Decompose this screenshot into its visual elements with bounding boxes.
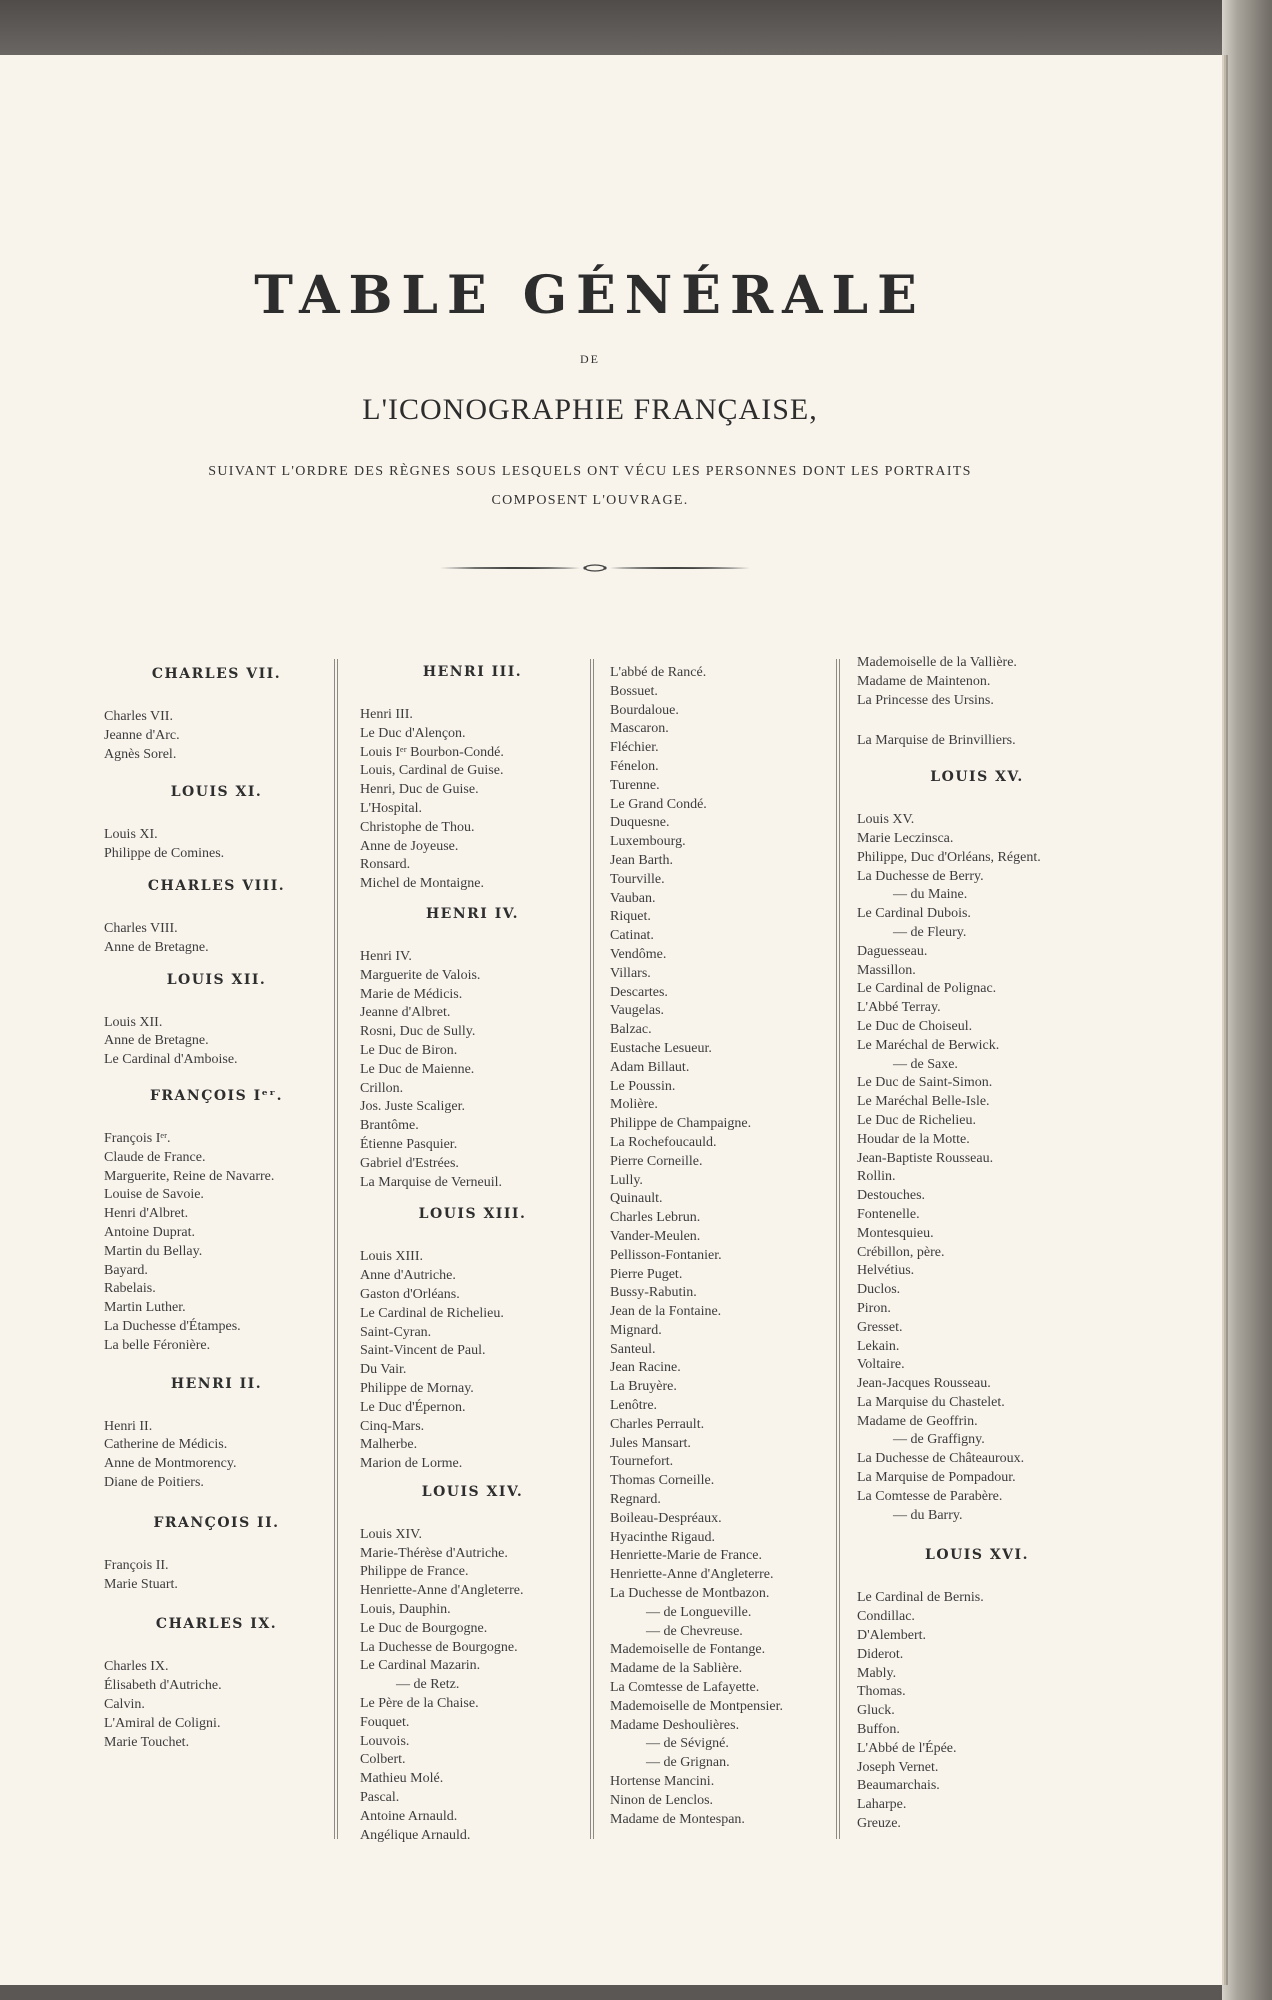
reign-heading: LOUIS XIII. [418,1206,527,1223]
reign-heading: CHARLES VII. [151,666,282,682]
portrait-entry: Voltaire. [857,1357,905,1373]
portrait-entry: Destouches. [857,1188,926,1204]
portrait-entry: Le Maréchal Belle-Isle. [857,1094,990,1110]
reign-section [360,664,585,894]
portrait-entry: Le Cardinal de Richelieu. [360,1305,504,1321]
column-rule-1 [334,659,338,1839]
reign-section [104,972,329,1070]
portrait-entry: La belle Féronière. [104,1337,211,1353]
portrait-entry: Philippe, Duc d'Orléans, Régent. [857,849,1041,865]
portrait-entry: Daguesseau. [857,943,928,959]
reign-section [104,666,329,764]
reign-heading: HENRI IV. [425,905,520,922]
portrait-entry: Étienne Pasquier. [360,1136,458,1152]
portrait-entry: Le Maréchal de Berwick. [857,1037,1000,1053]
portrait-entry: Jos. Juste Scaliger. [360,1099,465,1115]
portrait-entry: Duclos. [857,1282,901,1298]
reign-heading: HENRI III. [422,664,523,680]
portrait-entry: Lenôtre. [610,1398,658,1414]
reign-section [104,1515,329,1595]
portrait-entry: L'Amiral de Coligni. [104,1715,221,1731]
portrait-entry: Fléchier. [610,740,659,756]
portrait-entry: Louis Iᵉʳ Bourbon-Condé. [360,744,504,760]
portrait-entry: Henri IV. [360,948,412,964]
portrait-entry: Mascaron. [610,721,669,737]
portrait-entry: Mably. [857,1665,897,1681]
portrait-entry: Louis XI. [104,827,158,843]
portrait-entry: Madame de la Sablière. [610,1661,743,1677]
portrait-entry: Michel de Montaigne. [360,876,485,892]
portrait-entry: Vauban. [610,890,656,906]
portrait-entry: La Duchesse de Châteauroux. [857,1451,1025,1467]
portrait-entry: Philippe de Champaigne. [610,1116,752,1132]
portrait-entry: Pascal. [360,1790,400,1806]
page-title: TABLE GÉNÉRALE [254,265,926,326]
portrait-entry: Hortense Mancini. [610,1774,715,1790]
reign-heading: CHARLES VIII. [147,877,286,894]
portrait-entry: Jean-Jacques Rousseau. [857,1376,991,1392]
portrait-entry: Anne de Joyeuse. [360,838,459,854]
reign-section [360,1484,585,1846]
portrait-entry: Marie de Médicis. [360,986,463,1002]
portrait-entry: Charles VIII. [104,920,178,936]
portrait-entry: Jean-Baptiste Rousseau. [857,1150,994,1166]
portrait-entry: Regnard. [610,1492,661,1508]
portrait-entry: — de Saxe. [893,1056,958,1072]
reign-section [857,654,1097,710]
portrait-entry: Henri II. [104,1418,153,1434]
background-top [0,0,1272,55]
portrait-entry: Martin Luther. [104,1300,186,1316]
portrait-entry: Ninon de Lenclos. [610,1792,714,1808]
portrait-entry: Le Duc de Biron. [360,1042,458,1058]
portrait-entry: Tourville. [610,871,665,887]
portrait-entry: La Bruyère. [610,1379,677,1395]
portrait-entry: Piron. [857,1300,891,1316]
portrait-entry: François II. [104,1557,169,1573]
portrait-entry: Crillon. [360,1080,404,1096]
portrait-entry: Antoine Duprat. [104,1224,195,1240]
portrait-entry: Marguerite de Valois. [360,967,481,983]
portrait-entry: Duquesne. [610,815,670,831]
portrait-entry: Charles Perrault. [610,1416,705,1432]
portrait-entry: Diane de Poitiers. [104,1474,204,1490]
portrait-entry: Catherine de Médicis. [104,1437,228,1453]
portrait-entry: Jeanne d'Albret. [360,1005,451,1021]
portrait-entry: Vaugelas. [610,1003,665,1019]
portrait-entry: Fontenelle. [857,1206,920,1222]
portrait-entry: Bossuet. [610,683,658,699]
portrait-entry: Le Duc de Choiseul. [857,1018,973,1034]
portrait-entry: Pierre Corneille. [610,1153,703,1169]
index-column-1 [104,650,329,1752]
portrait-entry: Henriette-Marie de France. [610,1548,762,1564]
portrait-entry: L'Abbé Terray. [857,1000,941,1016]
reign-section [360,1206,585,1474]
portrait-entry: Marie Touchet. [104,1734,190,1750]
reign-heading: LOUIS XV. [930,769,1024,786]
reign-section [104,784,329,864]
portrait-entry: Philippe de Mornay. [360,1380,474,1396]
page-description [200,457,980,515]
reign-heading: FRANÇOIS II. [153,1514,280,1531]
portrait-entry: Anne de Bretagne. [104,1033,209,1049]
portrait-entry: Bayard. [104,1262,148,1278]
portrait-entry: Madame de Montespan. [610,1811,745,1827]
portrait-entry: Le Cardinal Mazarin. [360,1658,481,1674]
portrait-entry: Antoine Arnauld. [360,1808,458,1824]
portrait-entry: Anne de Bretagne. [104,939,209,955]
portrait-entry: La Marquise de Pompadour. [857,1470,1016,1486]
portrait-entry: Louis, Dauphin. [360,1602,451,1618]
portrait-entry: Rosni, Duc de Sully. [360,1024,476,1040]
portrait-entry: La Princesse des Ursins. [857,692,994,708]
portrait-entry: Le Duc de Richelieu. [857,1112,976,1128]
portrait-entry: Louis XV. [857,812,915,828]
portrait-entry: La Duchesse de Bourgogne. [360,1639,518,1655]
portrait-entry: Bourdaloue. [610,702,679,718]
portrait-entry: Mademoiselle de Montpensier. [610,1698,784,1714]
portrait-entry: La Duchesse de Montbazon. [610,1586,770,1602]
title-connector: DE [580,352,600,366]
portrait-entry: Mademoiselle de la Vallière. [857,655,1017,670]
portrait-entry: Le Cardinal de Polignac. [857,981,997,997]
portrait-entry: Montesquieu. [857,1225,934,1241]
portrait-entry: D'Alembert. [857,1628,927,1644]
portrait-entry: Le Grand Condé. [610,796,707,812]
portrait-entry: Crébillon, père. [857,1244,945,1260]
portrait-entry: Rabelais. [104,1281,156,1297]
portrait-entry: — du Barry. [893,1507,963,1523]
portrait-entry: Houdar de la Motte. [857,1131,970,1147]
description-line-2: COMPOSENT L'OUVRAGE. [491,493,689,508]
portrait-entry: Pellisson-Fontanier. [610,1247,722,1263]
portrait-entry: Vander-Meulen. [610,1228,701,1244]
index-column-3 [610,650,835,1829]
portrait-entry: Saint-Vincent de Paul. [360,1343,486,1359]
portrait-entry: Descartes. [610,984,668,1000]
portrait-entry: Vendôme. [610,946,667,962]
portrait-entry: Charles IX. [104,1659,169,1675]
reign-section [104,878,329,958]
reign-section [857,732,1097,751]
portrait-entry: Claude de France. [104,1149,206,1165]
portrait-entry: Mignard. [610,1322,662,1338]
portrait-entry: Louis XII. [104,1014,163,1030]
portrait-entry: Calvin. [104,1696,145,1712]
portrait-entry: Laharpe. [857,1797,907,1813]
portrait-entry: Henriette-Anne d'Angleterre. [610,1567,774,1583]
portrait-entry: Philippe de France. [360,1564,469,1580]
portrait-entry: Du Vair. [360,1362,407,1378]
portrait-entry: Jean Racine. [610,1360,681,1376]
column-rule-3 [836,659,840,1839]
portrait-entry: Condillac. [857,1609,915,1625]
portrait-entry: Lekain. [857,1338,900,1354]
portrait-entry: Madame de Maintenon. [857,673,991,689]
portrait-entry: Philippe de Comines. [104,846,225,862]
portrait-entry: Charles VII. [104,709,173,724]
portrait-entry: La Duchesse d'Étampes. [104,1318,241,1334]
portrait-entry: Marie Stuart. [104,1576,178,1592]
portrait-entry: Saint-Cyran. [360,1324,432,1340]
index-column-4 [857,650,1097,1834]
portrait-entry: Jean de la Fontaine. [610,1304,722,1320]
portrait-entry: Molière. [610,1097,658,1113]
portrait-entry: Jules Mansart. [610,1435,691,1451]
portrait-entry: L'Abbé de l'Épée. [857,1740,957,1756]
reign-section [104,1616,329,1752]
ornament-divider [440,561,750,575]
portrait-entry: Quinault. [610,1191,663,1207]
portrait-entry: Bussy-Rabutin. [610,1285,697,1301]
portrait-entry: Marguerite, Reine de Navarre. [104,1168,275,1184]
portrait-entry: Martin du Bellay. [104,1243,203,1259]
portrait-entry: Fouquet. [360,1714,410,1730]
portrait-entry: Henriette-Anne d'Angleterre. [360,1583,524,1599]
portrait-entry: Mademoiselle de Fontange. [610,1642,766,1658]
portrait-entry: Joseph Vernet. [857,1759,939,1775]
reign-heading: LOUIS XIV. [421,1483,524,1500]
portrait-entry: — de Sévigné. [646,1736,729,1752]
portrait-entry: Beaumarchais. [857,1778,940,1794]
portrait-entry: Le Duc de Saint-Simon. [857,1075,993,1091]
portrait-entry: Villars. [610,965,651,981]
portrait-entry: Le Duc d'Alençon. [360,725,466,741]
reign-section [610,664,835,1829]
portrait-entry: Gaston d'Orléans. [360,1286,460,1302]
portrait-entry: Le Cardinal Dubois. [857,906,971,922]
portrait-entry: Madame de Geoffrin. [857,1413,978,1429]
portrait-entry: Rollin. [857,1169,896,1185]
description-line-1: SUIVANT L'ORDRE DES RÈGNES SOUS LESQUELS ONT VÉCU LES PERSONNES DONT LES PORTRAITS [208,464,972,479]
portrait-entry: La Comtesse de Parabère. [857,1488,1003,1504]
portrait-entry: Henri III. [360,707,413,722]
portrait-entry: Élisabeth d'Autriche. [104,1678,222,1694]
portrait-entry: Christophe de Thou. [360,819,475,835]
portrait-entry: Gabriel d'Estrées. [360,1155,459,1171]
portrait-entry: La Marquise de Brinvilliers. [857,733,1016,749]
column-rule-2 [590,659,594,1839]
portrait-entry: Anne de Montmorency. [104,1456,237,1472]
portrait-entry: Thomas. [857,1684,906,1700]
reign-heading: LOUIS XVI. [925,1547,1029,1564]
portrait-entry: Riquet. [610,909,651,925]
reign-section [104,1088,329,1356]
reign-section [857,1547,1097,1833]
portrait-entry: Luxembourg. [610,834,686,850]
portrait-entry: La Rochefoucauld. [610,1134,717,1150]
portrait-entry: Le Père de la Chaise. [360,1696,479,1712]
portrait-entry: Diderot. [857,1646,904,1662]
portrait-entry: — de Retz. [396,1677,460,1693]
portrait-entry: Charles Lebrun. [610,1210,701,1226]
reign-heading: LOUIS XI. [170,784,263,801]
portrait-entry: Turenne. [610,777,660,793]
portrait-entry: Brantôme. [360,1118,419,1134]
portrait-entry: Mathieu Molé. [360,1771,444,1787]
portrait-entry: Anne d'Autriche. [360,1268,456,1284]
portrait-entry: Boileau-Despréaux. [610,1510,722,1526]
portrait-entry: Marion de Lorme. [360,1456,463,1472]
portrait-entry: Agnès Sorel. [104,746,177,762]
portrait-entry: Louis XIV. [360,1526,422,1542]
portrait-entry: Santeul. [610,1341,656,1357]
portrait-entry: Le Duc de Maienne. [360,1061,475,1077]
page-subtitle: L'ICONOGRAPHIE FRANÇAISE, [362,393,818,426]
portrait-entry: Madame Deshoulières. [610,1717,740,1733]
portrait-entry: Le Duc de Bourgogne. [360,1620,488,1636]
reign-section [857,769,1097,1525]
portrait-entry: Gresset. [857,1319,903,1335]
portrait-entry: Jeanne d'Arc. [104,727,180,743]
portrait-entry: Le Duc d'Épernon. [360,1399,466,1415]
portrait-entry: La Marquise du Chastelet. [857,1394,1005,1410]
portrait-entry: Helvétius. [857,1263,915,1279]
portrait-entry: Cinq-Mars. [360,1418,425,1434]
book-page [0,55,1222,1985]
reign-section [104,1376,329,1493]
portrait-entry: Thomas Corneille. [610,1473,715,1489]
portrait-entry: Angélique Arnauld. [360,1827,471,1843]
portrait-entry: — du Maine. [893,887,968,903]
reign-section [360,906,585,1192]
portrait-entry: Greuze. [857,1816,901,1832]
portrait-entry: La Marquise de Verneuil. [360,1174,503,1190]
portrait-entry: Jean Barth. [610,852,673,868]
portrait-entry: François Iᵉʳ. [104,1130,171,1146]
portrait-entry: Louis XIII. [360,1249,423,1265]
portrait-entry: Le Cardinal d'Amboise. [104,1052,238,1068]
portrait-entry: — de Fleury. [893,924,967,940]
portrait-entry: L'Hospital. [360,800,423,816]
portrait-entry: — de Chevreuse. [646,1623,743,1639]
portrait-entry: Lully. [610,1172,643,1188]
portrait-entry: Adam Billaut. [610,1059,690,1075]
portrait-entry: Catinat. [610,928,654,944]
portrait-entry: Louis, Cardinal de Guise. [360,763,504,779]
portrait-entry: Marie Leczinsca. [857,830,954,846]
portrait-entry: Le Poussin. [610,1078,676,1094]
portrait-entry: La Comtesse de Lafayette. [610,1680,760,1696]
portrait-entry: Ronsard. [360,857,411,873]
portrait-entry: Pierre Puget. [610,1266,683,1282]
portrait-entry: Tournefort. [610,1454,674,1470]
portrait-entry: L'abbé de Rancé. [610,665,707,680]
portrait-entry: — de Longueville. [646,1604,752,1620]
portrait-entry: Massillon. [857,962,916,978]
reign-heading: LOUIS XII. [166,971,267,988]
portrait-entry: Colbert. [360,1752,406,1768]
reign-heading: HENRI II. [170,1375,263,1392]
portrait-entry: Fénelon. [610,758,659,774]
portrait-entry: Louise de Savoie. [104,1187,204,1203]
portrait-entry: Gluck. [857,1703,895,1719]
book-edge [1222,0,1272,2000]
portrait-entry: Henri d'Albret. [104,1206,189,1222]
portrait-entry: — de Grignan. [646,1755,730,1771]
portrait-entry: Eustache Lesueur. [610,1040,712,1056]
portrait-entry: Buffon. [857,1722,900,1738]
portrait-entry: Balzac. [610,1022,652,1038]
portrait-entry: Henri, Duc de Guise. [360,782,479,798]
index-column-2 [360,650,585,1845]
portrait-entry: — de Graffigny. [893,1432,985,1448]
portrait-entry: La Duchesse de Berry. [857,868,984,884]
reign-heading: FRANÇOIS Iᵉʳ. [149,1087,284,1104]
portrait-entry: Le Cardinal de Bernis. [857,1590,984,1606]
portrait-entry: Marie-Thérèse d'Autriche. [360,1545,508,1561]
portrait-entry: Hyacinthe Rigaud. [610,1529,715,1545]
reign-heading: CHARLES IX. [155,1616,278,1633]
portrait-entry: Malherbe. [360,1437,418,1453]
portrait-entry: Louvois. [360,1733,410,1749]
